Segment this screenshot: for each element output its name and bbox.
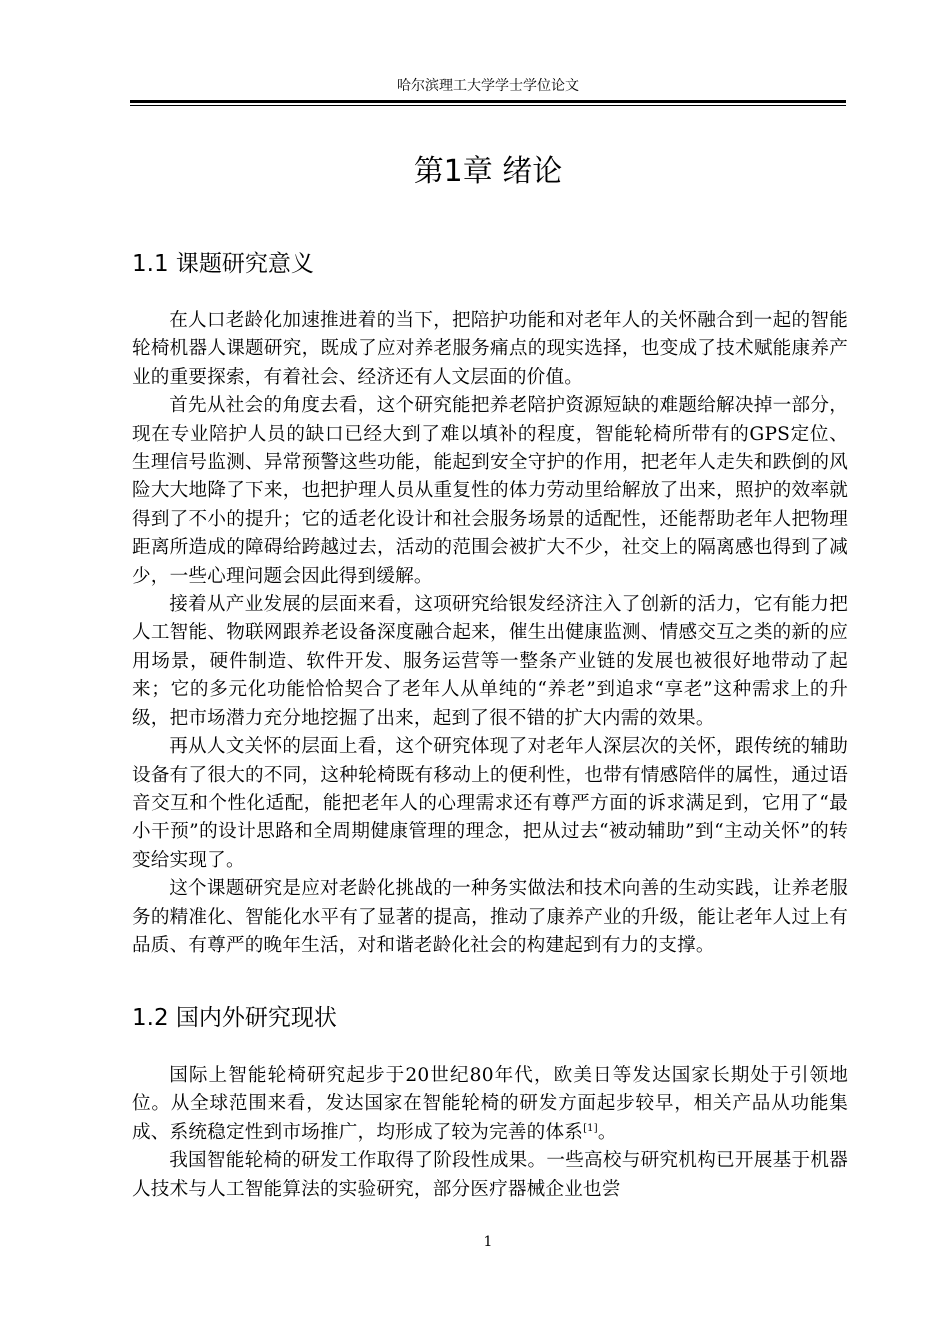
header-rule-thick bbox=[130, 100, 846, 103]
section-body-1-2 bbox=[132, 1062, 848, 1204]
section-heading-1-2: 1.2 国内外研究现状 bbox=[132, 1005, 337, 1031]
paragraph: 在人口老龄化加速推进着的当下，把陪护功能和对老年人的关怀融合到一起的智能轮椅机器人课题研究，既成了应对养老服务痛点的现实选择，也变成了技术赋能康养产业的重要探索，有着社会、经济还有人文层面的价值。 bbox=[132, 310, 848, 388]
paragraph: 首先从社会的角度去看，这个研究能把养老陪护资源短缺的难题给解决掉一部分，现在专业陪护人员的缺口已经大到了难以填补的程度，智能轮椅所带有的GPS定位、生理信号监测、异常预警这些功能，能起到安全守护的作用，把老年人走失和跌倒的风险大大地降了下来，也把护理人员从重复性的体力劳动里给解放了出来，照护的效率就得到了不小的提升；它的适老化设计和社会服务场景的适配性，还能帮助老年人把物理距离所造成的障碍给跨越过去，活动的范围会被扩大不少，社交上的隔离感也得到了减少，一些心理问题会因此得到缓解。 bbox=[132, 395, 848, 587]
paragraph: 这个课题研究是应对老龄化挑战的一种务实做法和技术向善的生动实践，让养老服务的精准化、智能化水平有了显著的提高，推动了康养产业的升级，能让老年人过上有品质、有尊严的晚年生活，对和谐老龄化社会的构建起到有力的支撑。 bbox=[132, 878, 848, 956]
running-header: 哈尔滨理工大学学士学位论文 bbox=[397, 78, 579, 94]
header-rule-thin bbox=[130, 105, 846, 106]
page-number: 1 bbox=[483, 1234, 493, 1250]
citation-ref[interactable]: [1] bbox=[583, 1122, 598, 1134]
paragraph-tail: 。 bbox=[597, 1121, 617, 1143]
section-heading-1-1: 1.1 课题研究意义 bbox=[132, 251, 314, 277]
section-body-1-1 bbox=[132, 307, 848, 960]
paragraph: 接着从产业发展的层面来看，这项研究给银发经济注入了创新的活力，它有能力把人工智能、物联网跟养老设备深度融合起来，催生出健康监测、情感交互之类的新的应用场景，硬件制造、软件开发、服务运营等一整条产业链的发展也被很好地带动了起来；它的多元化功能恰恰契合了老年人从单纯的“养老”到追求“享老”这种需求上的升级，把市场潜力充分地挖掘了出来，起到了很不错的扩大内需的效果。 bbox=[132, 594, 848, 729]
paragraph: 再从人文关怀的层面上看，这个研究体现了对老年人深层次的关怀，跟传统的辅助设备有了很大的不同，这种轮椅既有移动上的便利性，也带有情感陪伴的属性，通过语音交互和个性化适配，能把老年人的心理需求还有尊严方面的诉求满足到，它用了“最小干预”的设计思路和全周期健康管理的理念，把从过去“被动辅助”到“主动关怀”的转变给实现了。 bbox=[132, 736, 848, 871]
paragraph: 我国智能轮椅的研发工作取得了阶段性成果。一些高校与研究机构已开展基于机器人技术与人工智能算法的实验研究，部分医疗器械企业也尝 bbox=[132, 1150, 848, 1200]
paragraph bbox=[132, 1062, 848, 1147]
chapter-title: 第1章 绪论 bbox=[413, 154, 563, 189]
paragraph-text: 国际上智能轮椅研究起步于20世纪80年代，欧美日等发达国家长期处于引领地位。从全球范围来看，发达国家在智能轮椅的研发方面起步较早，相关产品从功能集成、系统稳定性到市场推广，均形成了较为完善的体系 bbox=[132, 1065, 848, 1143]
